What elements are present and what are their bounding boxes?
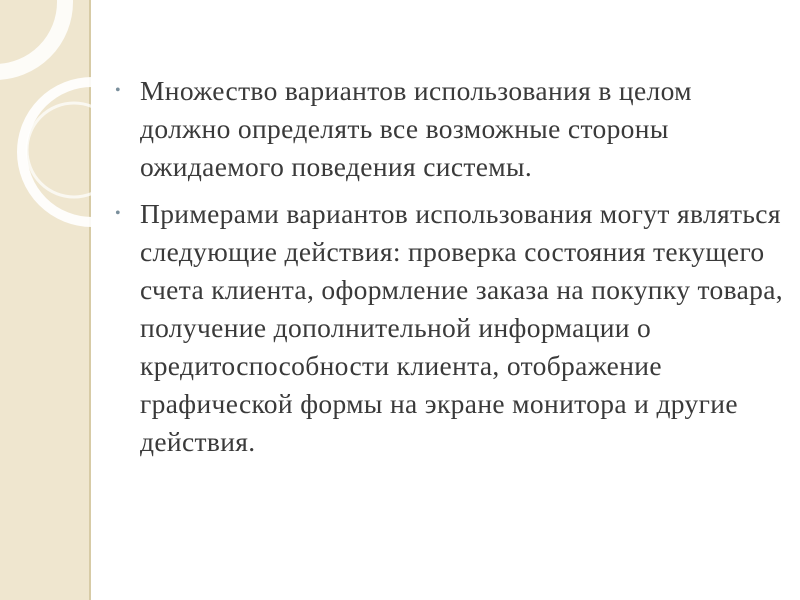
bullet-icon: • [115, 205, 121, 222]
bullet-item [113, 72, 785, 186]
bullet-text: Примерами вариантов использования могут являться следующие действия: проверка состояния текущего счета клиента, оформление заказа на покупку товара, получение дополнительной информации о кредитоспособности клиента, отображение графической формы на экране монитора и другие действия. [140, 198, 784, 457]
bullet-text: Множество вариантов использования в целом должно определять все возможные стороны ожидаемого поведения системы. [140, 75, 692, 182]
slide-content [113, 72, 785, 470]
decorative-ring-inner [27, 103, 121, 197]
bullet-list [113, 72, 785, 461]
bullet-icon: • [115, 82, 121, 99]
bullet-item [113, 195, 785, 461]
decorative-ring-top [0, 0, 65, 72]
